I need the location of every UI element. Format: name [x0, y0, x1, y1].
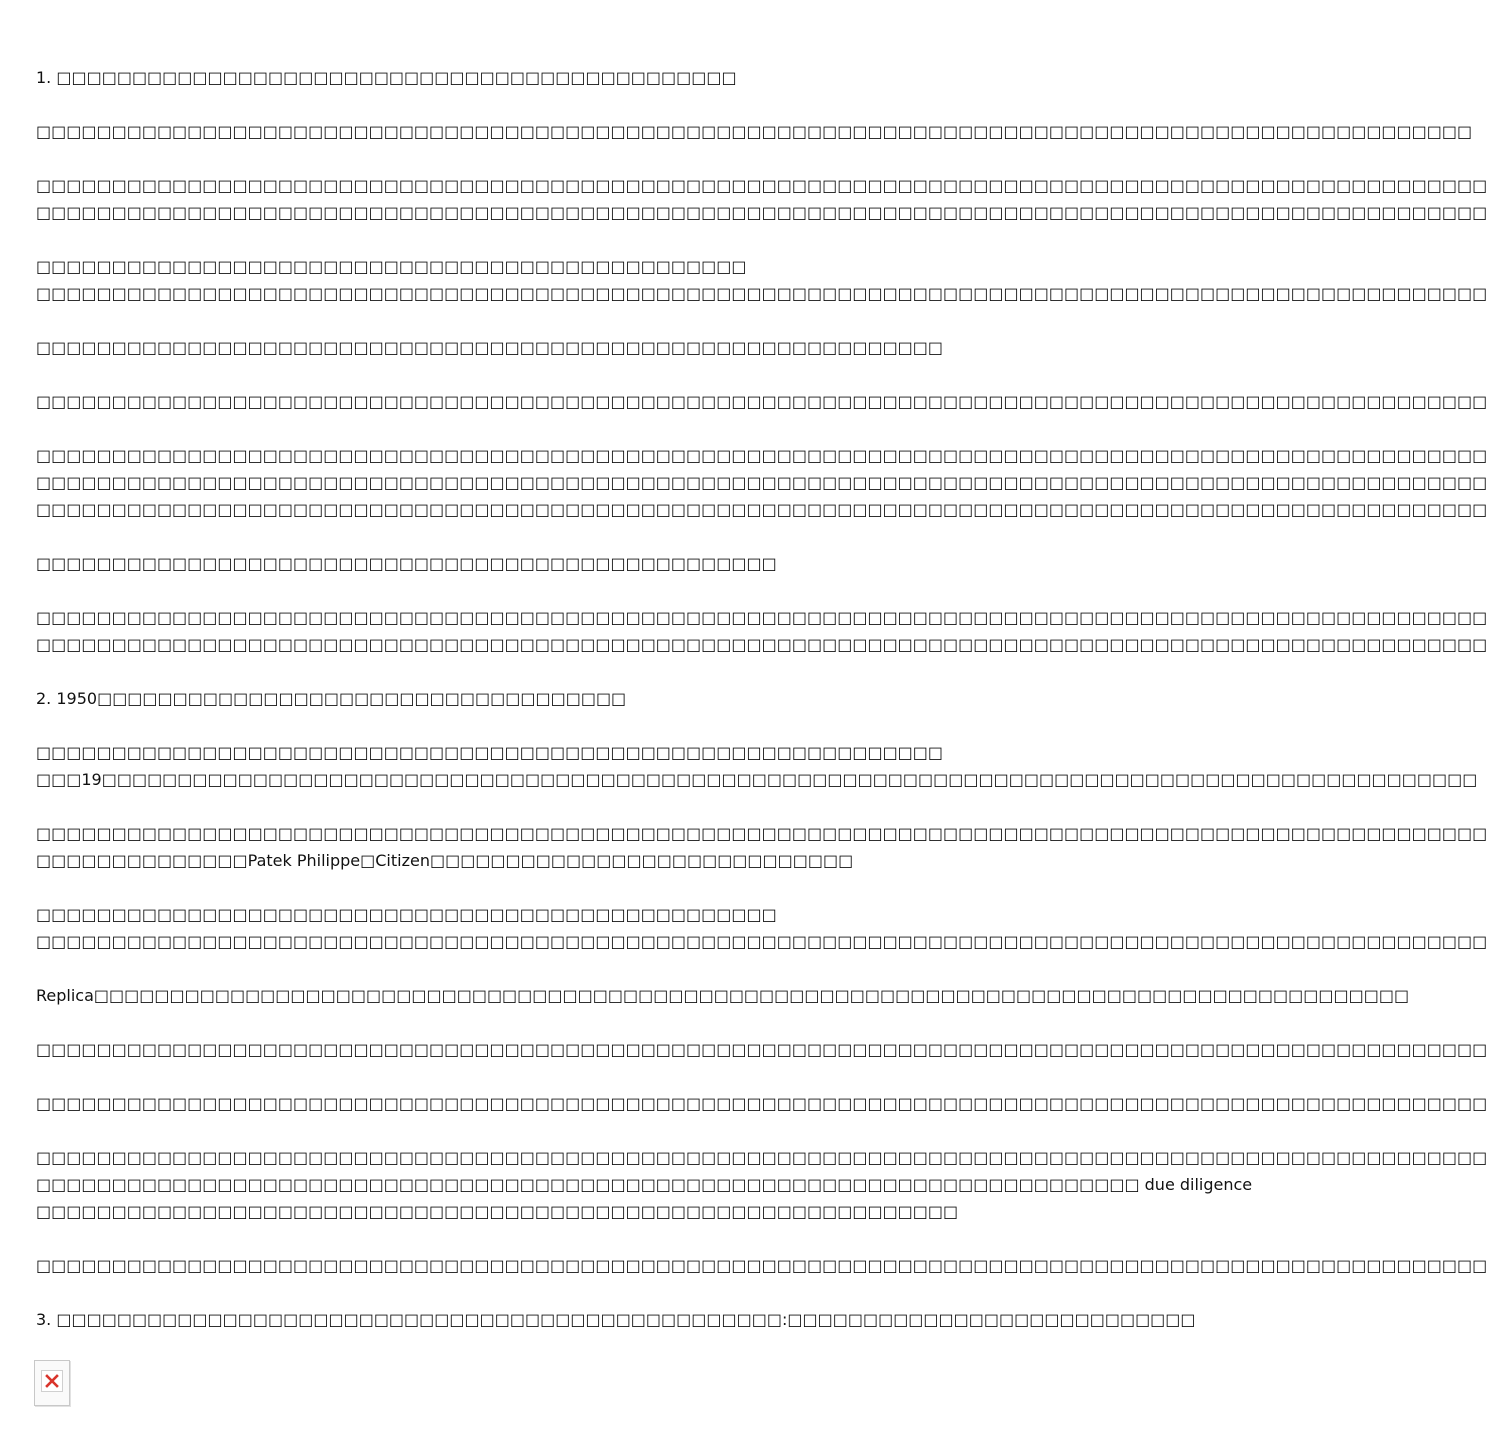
paragraph — [36, 1036, 1487, 1063]
paragraph — [36, 1144, 1487, 1225]
text-line: □□□□□□□□□□□□□□□□□□□□□□□□□□□□□□□□□□□□□□□□□□□□□□□□□ — [36, 905, 777, 924]
image-placeholder-frame — [41, 1370, 63, 1392]
text-line: □□□□□□□□□□□□□□□□□□□□□□□□□□□□□□□□□□□□□□□□□□□□□□□□□□□□□□□□□□□□□ — [36, 1202, 959, 1221]
paragraph — [36, 334, 991, 361]
text-line: □□□□□□□□□□□□□□□□□□□□□□□□□□□□□□□□□□□□□□□□□□□□□□□□□□□□□□□□□□□□□□□□□□□□□□□□□□□□□□□□□□□□□□□□□□□□□□□ — [36, 122, 1473, 141]
paragraph — [36, 388, 1487, 415]
paragraph — [36, 820, 1487, 874]
broken-image-icon — [34, 1360, 70, 1406]
text-line: □□□□□□□□□□□□□□□□□□□□□□□□□□□□□□□□□□□□□□□□□□□□□□□□□□□□□□□□□□□□□□□□□□□□□□□□□ due diligence — [36, 1175, 1253, 1194]
close-x-icon — [45, 1374, 59, 1388]
paragraph — [36, 982, 1410, 1009]
text-line: □□□□□□□□□□□□□□□□□□□□□□□□□□□□□□□□□□□□□□□□□□□□□□□□□□□□□□□□□□□□□□□□□□□□□□□□□□□□□□□□□□□□□□□□□□□□□□□□ — [36, 1094, 1487, 1113]
text-line: □□□□□□□□□□□□□□□□□□□□□□□□□□□□□□□□□□□□□□□□□□□□□□□□□□□□□□□□□□□□□□□□□□□□□□□□□□□□□□□□□□□□□□□□□□□□□□□□ — [36, 284, 1487, 303]
text-line: □□□□□□□□□□□□□□□□□□□□□□□□□□□□□□□□□□□□□□□□□□□□□□□□□□□□□□□□□□□□□□□□□□□□□□□□□□□□□□□□□□□□□□□□□□□□□□□□ — [36, 1040, 1487, 1059]
text-line: □□□□□□□□□□□□□□□□□□□□□□□□□□□□□□□□□□□□□□□□□□□□□□□□□□□□□□□□□□□□□□□□□□□□□□□□□□□□□□□□□□□□□□□□□□□□□□□□ — [36, 932, 1487, 951]
paragraph — [36, 604, 1487, 658]
text-line: □□□□□□□□□□□□□□□□□□□□□□□□□□□□□□□□□□□□□□□□□□□□□□□□□□□□□□□□□□□□□□□□□□□□□□□□□□□□□□□□□□□□□□□□□□□□□□□□ — [36, 1256, 1487, 1275]
text-line: □□□□□□□□□□□□□□□□□□□□□□□□□□□□□□□□□□□□□□□□□□□□□□□□□□□□□□□□□□□□□□□□□□□□□□□□□□□□□□□□□□□□□□□□□□□□□□□□ — [36, 824, 1487, 843]
paragraph — [36, 550, 991, 577]
paragraph — [36, 442, 1487, 523]
text-line: □□□□□□□□□□□□□□□□□□□□□□□□□□□□□□□□□□□□□□□□□□□□□□□□□□□□□□□□□□□□□□□□□□□□□□□□□□□□□□□□□□□□□□□□□□□□□□□□ — [36, 500, 1487, 519]
text-line: □□□□□□□□□□□□□□□□□□□□□□□□□□□□□□□□□□□□□□□□□□□□□□□□□□□□□□□□□□□□□□□□□□□□□□□□□□□□□□□□□□□□□□□□□□□□□□□□ — [36, 608, 1487, 627]
text-line: □□□□□□□□□□□□□□Patek Philippe□Citizen□□□□□□□□□□□□□□□□□□□□□□□□□□□□ — [36, 851, 854, 870]
paragraph — [36, 1252, 1487, 1279]
text-line: Replica□□□□□□□□□□□□□□□□□□□□□□□□□□□□□□□□□□□□□□□□□□□□□□□□□□□□□□□□□□□□□□□□□□□□□□□□□□□□□□□□□□□□□□□ — [36, 986, 1410, 1005]
paragraph — [36, 253, 1487, 307]
text-line: □□□19□□□□□□□□□□□□□□□□□□□□□□□□□□□□□□□□□□□□□□□□□□□□□□□□□□□□□□□□□□□□□□□□□□□□□□□□□□□□□□□□□□□□□□□□□□□ — [36, 770, 1478, 789]
paragraph — [36, 118, 1473, 145]
paragraph — [36, 685, 991, 712]
text-line: 1. □□□□□□□□□□□□□□□□□□□□□□□□□□□□□□□□□□□□□□□□□□□□□ — [36, 68, 737, 87]
paragraph — [36, 901, 1487, 955]
text-line: □□□□□□□□□□□□□□□□□□□□□□□□□□□□□□□□□□□□□□□□□□□□□□□ — [36, 257, 747, 276]
paragraph — [36, 739, 1478, 793]
paragraph — [36, 1090, 1487, 1117]
document-body — [36, 64, 1487, 1360]
text-line: □□□□□□□□□□□□□□□□□□□□□□□□□□□□□□□□□□□□□□□□□□□□□□□□□□□□□□□□□□□□□□□□□□□□□□□□□□□□□□□□□□□□□□□□□□□□□□□□ — [36, 176, 1487, 195]
paragraph — [36, 64, 991, 91]
text-line: □□□□□□□□□□□□□□□□□□□□□□□□□□□□□□□□□□□□□□□□□□□□□□□□□□□□□□□□□□□□□□□□□□□□□□□□□□□□□□□□□□□□□□□□□□□□□□□□ — [36, 203, 1487, 222]
text-line: □□□□□□□□□□□□□□□□□□□□□□□□□□□□□□□□□□□□□□□□□□□□□□□□□□□□□□□□□□□□□□□□□□□□□□□□□□□□□□□□□□□□□□□□□□□□□□□□ — [36, 446, 1487, 465]
text-line: □□□□□□□□□□□□□□□□□□□□□□□□□□□□□□□□□□□□□□□□□□□□□□□□□□□□□□□□□□□□ — [36, 338, 944, 357]
paragraph — [36, 1306, 1196, 1333]
text-line: □□□□□□□□□□□□□□□□□□□□□□□□□□□□□□□□□□□□□□□□□□□□□□□□□□□□□□□□□□□□□□□□□□□□□□□□□□□□□□□□□□□□□□□□□□□□□□□□ — [36, 635, 1487, 654]
text-line: 2. 1950□□□□□□□□□□□□□□□□□□□□□□□□□□□□□□□□□□□ — [36, 689, 627, 708]
text-line: □□□□□□□□□□□□□□□□□□□□□□□□□□□□□□□□□□□□□□□□□□□□□□□□□□□□□□□□□□□□□□□□□□□□□□□□□□□□□□□□□□□□□□□□□□□□□□□□ — [36, 1148, 1487, 1167]
text-line: 3. □□□□□□□□□□□□□□□□□□□□□□□□□□□□□□□□□□□□□□□□□□□□□□□□:□□□□□□□□□□□□□□□□□□□□□□□□□□□ — [36, 1310, 1196, 1329]
text-line: □□□□□□□□□□□□□□□□□□□□□□□□□□□□□□□□□□□□□□□□□□□□□□□□□□□□□□□□□□□□□□□□□□□□□□□□□□□□□□□□□□□□□□□□□□□□□□□□ — [36, 392, 1487, 411]
text-line: □□□□□□□□□□□□□□□□□□□□□□□□□□□□□□□□□□□□□□□□□□□□□□□□□□□□□□□□□□□□ — [36, 743, 944, 762]
paragraph — [36, 172, 1487, 226]
text-line: □□□□□□□□□□□□□□□□□□□□□□□□□□□□□□□□□□□□□□□□□□□□□□□□□ — [36, 554, 777, 573]
text-line: □□□□□□□□□□□□□□□□□□□□□□□□□□□□□□□□□□□□□□□□□□□□□□□□□□□□□□□□□□□□□□□□□□□□□□□□□□□□□□□□□□□□□□□□□□□□□□□□ — [36, 473, 1487, 492]
